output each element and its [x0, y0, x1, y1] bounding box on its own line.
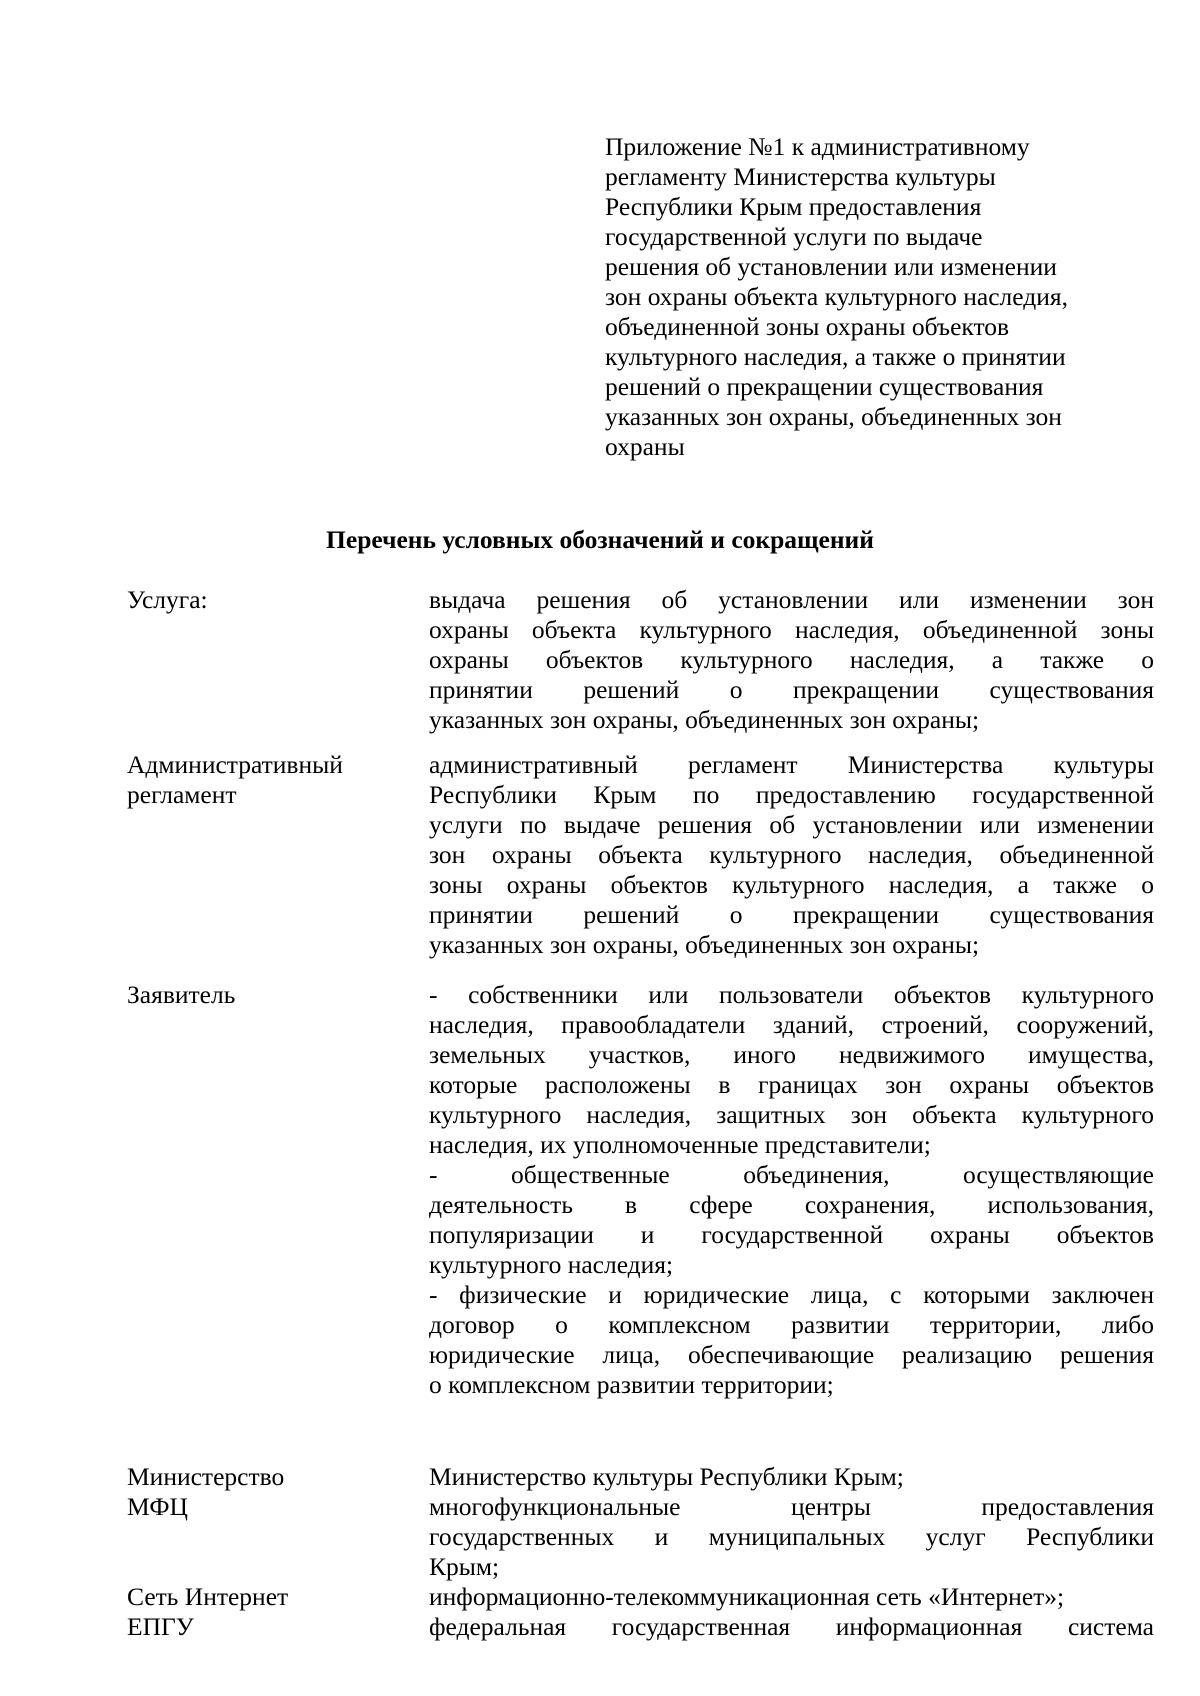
definition-line: федеральная государственная информационная система	[429, 1612, 1154, 1641]
definition-line: государственных и муниципальных услуг Республики	[429, 1522, 1154, 1551]
term-mfc	[127, 1492, 397, 1522]
definition-line: культурного наследия, защитных зон объекта культурного	[429, 1100, 1154, 1129]
definition-line: административный регламент Министерства культуры	[429, 750, 1154, 779]
definition-line: зоны охраны объектов культурного наследия, а также о	[429, 870, 1154, 899]
definition-line: наследия, правообладатели зданий, строений, сооружений,	[429, 1010, 1154, 1039]
definition-line: юридические лица, обеспечивающие реализацию решения	[429, 1340, 1154, 1369]
definition-regulation	[429, 750, 1154, 960]
appendix-line: объединенной зоны охраны объектов	[605, 312, 1010, 341]
term-line: Административный	[127, 750, 343, 779]
appendix-line: охраны	[605, 432, 685, 461]
appendix-line: Республики Крым предоставления	[605, 192, 982, 221]
definition-line: популяризации и государственной охраны объектов	[429, 1220, 1154, 1249]
definition-line: выдача решения об установлении или изменении зон	[429, 585, 1154, 614]
definition-line: принятии решений о прекращении существования	[429, 675, 1154, 704]
appendix-line: указанных зон охраны, объединенных зон	[605, 402, 1062, 431]
term-line: ЕПГУ	[127, 1612, 194, 1641]
definition-line: - общественные объединения, осуществляющие	[429, 1160, 1154, 1189]
definition-line: принятии решений о прекращении существования	[429, 900, 1154, 929]
definition-line: - физические и юридические лица, с которыми заключен	[429, 1280, 1154, 1309]
appendix-line: регламенту Министерства культуры	[605, 162, 996, 191]
definition-line: охраны объекта культурного наследия, объединенной зоны	[429, 615, 1154, 644]
definition-line: многофункциональные центры предоставления	[429, 1492, 1154, 1521]
definition-applicant	[429, 980, 1154, 1400]
definition-line: услуги по выдаче решения об установлении или изменении	[429, 810, 1154, 839]
term-epgu	[127, 1612, 397, 1642]
definition-mfc	[429, 1492, 1154, 1582]
definition-line: - собственники или пользователи объектов культурного	[429, 980, 1154, 1009]
appendix-line: государственной услуги по выдаче	[605, 222, 983, 251]
appendix-line: Приложение №1 к административному	[605, 132, 1030, 161]
definition-line: Министерство культуры Республики Крым;	[429, 1462, 904, 1491]
definition-line: зон охраны объекта культурного наследия, объединенной	[429, 840, 1154, 869]
appendix-header	[605, 132, 1125, 462]
term-line: Заявитель	[127, 980, 236, 1009]
definition-line: Республики Крым по предоставлению государственной	[429, 780, 1154, 809]
appendix-line: решений о прекращении существования	[605, 372, 1044, 401]
term-applicant	[127, 980, 397, 1010]
term-line: регламент	[127, 780, 237, 809]
term-service	[127, 585, 397, 615]
definition-line: о комплексном развитии территории;	[429, 1370, 834, 1399]
definition-line: указанных зон охраны, объединенных зон охраны;	[429, 930, 980, 959]
term-line: Сеть Интернет	[127, 1582, 289, 1611]
term-regulation	[127, 750, 397, 810]
definition-epgu	[429, 1612, 1154, 1642]
definition-line: указанных зон охраны, объединенных зон охраны;	[429, 705, 980, 734]
definition-internet	[429, 1582, 1154, 1612]
definition-line: которые расположены в границах зон охраны объектов	[429, 1070, 1154, 1099]
definition-ministry	[429, 1462, 1154, 1492]
definition-line: культурного наследия;	[429, 1250, 674, 1279]
definition-line: наследия, их уполномоченные представители;	[429, 1130, 931, 1159]
definition-line: договор о комплексном развитии территории, либо	[429, 1310, 1154, 1339]
term-line: МФЦ	[127, 1492, 188, 1521]
definition-line: информационно-телекоммуникационная сеть «Интернет»;	[429, 1582, 1065, 1611]
term-line: Услуга:	[127, 585, 208, 614]
term-internet	[127, 1582, 397, 1612]
term-line: Министерство	[127, 1462, 285, 1491]
appendix-line: культурного наследия, а также о принятии	[605, 342, 1066, 371]
appendix-line: решения об установлении или изменении	[605, 252, 1057, 281]
definition-service	[429, 585, 1154, 735]
definition-line: деятельность в сфере сохранения, использования,	[429, 1190, 1154, 1219]
definition-line: охраны объектов культурного наследия, а также о	[429, 645, 1154, 674]
page-title: Перечень условных обозначений и сокращений	[326, 525, 874, 554]
appendix-line: зон охраны объекта культурного наследия,	[605, 282, 1068, 311]
term-ministry	[127, 1462, 397, 1492]
definition-line: земельных участков, иного недвижимого имущества,	[429, 1040, 1154, 1069]
definition-line: Крым;	[429, 1552, 500, 1581]
